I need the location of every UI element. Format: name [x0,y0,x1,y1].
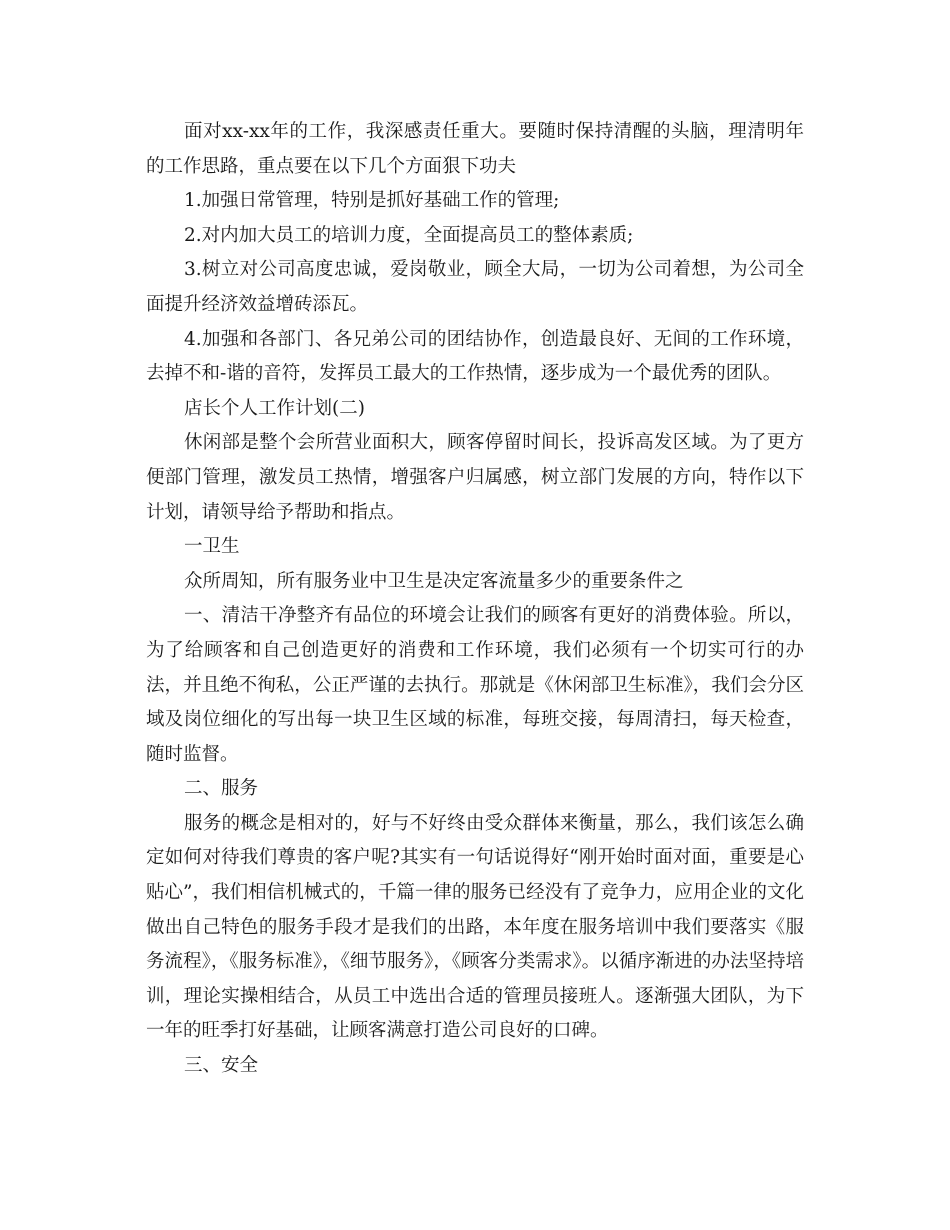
heading-safety: 三、安全 [184,1055,259,1077]
list-item-1: 1.加强日常管理，特别是抓好基础工作的管理; [184,190,560,212]
list-item-2: 2.对内加大员工的培训力度，全面提高员工的整体素质; [184,224,634,246]
paragraph-intro: 面对xx-xx年的工作，我深感责任重大。要随时保持清醒的头脑，理清明年的工作思路，重点要在以下几个方面狠下功夫 [146,121,804,177]
section-title: 店长个人工作计划(二) [184,397,365,419]
list-item-3: 3.树立对公司高度忠诚，爱岗敬业，顾全大局，一切为公司着想，为公司全面提升经济效益增砖添瓦。 [146,259,804,315]
paragraph-hygiene-intro: 众所周知，所有服务业中卫生是决定客流量多少的重要条件之 [184,570,684,592]
paragraph-overview: 休闲部是整个会所营业面积大，顾客停留时间长，投诉高发区域。为了更方便部门管理，激发员工热情，增强客户归属感，树立部门发展的方向，特作以下计划，请领导给予帮助和指点。 [146,432,804,523]
heading-service: 二、服务 [184,778,259,800]
paragraph-service: 服务的概念是相对的，好与不好终由受众群体来衡量，那么，我们该怎么确定如何对待我们尊贵的客户呢?其实有一句话说得好“刚开始时面对面，重要是心贴心”，我们相信机械式的，千篇一律的服务已经没有了竞争力，应用企业的文化做出自己特色的服务手段才是我们的出路，本年度在服务培训中我们要落实《服务流程》，《服务标准》，《细节服务》，《顾客分类需求》。以循序渐进的办法坚持培训，理论实操相结合，从员工中选出合适的管理员接班人。逐渐强大团队，为下一年的旺季打好基础，让顾客满意打造公司良好的口碑。 [146,812,804,1042]
paragraph-hygiene-detail: 一、清洁干净整齐有品位的环境会让我们的顾客有更好的消费体验。所以，为了给顾客和自己创造更好的消费和工作环境，我们必须有一个切实可行的办法，并且绝不徇私，公正严谨的去执行。那就是《休闲部卫生标准》，我们会分区域及岗位细化的写出每一块卫生区域的标准，每班交接，每周清扫，每天检查，随时监督。 [146,605,804,765]
document-body [146,115,804,1084]
list-item-4: 4.加强和各部门、各兄弟公司的团结协作，创造最良好、无间的工作环境，去掉不和-谐的音符，发挥员工最大的工作热情，逐步成为一个最优秀的团队。 [146,328,804,385]
heading-hygiene: 一卫生 [184,536,240,558]
